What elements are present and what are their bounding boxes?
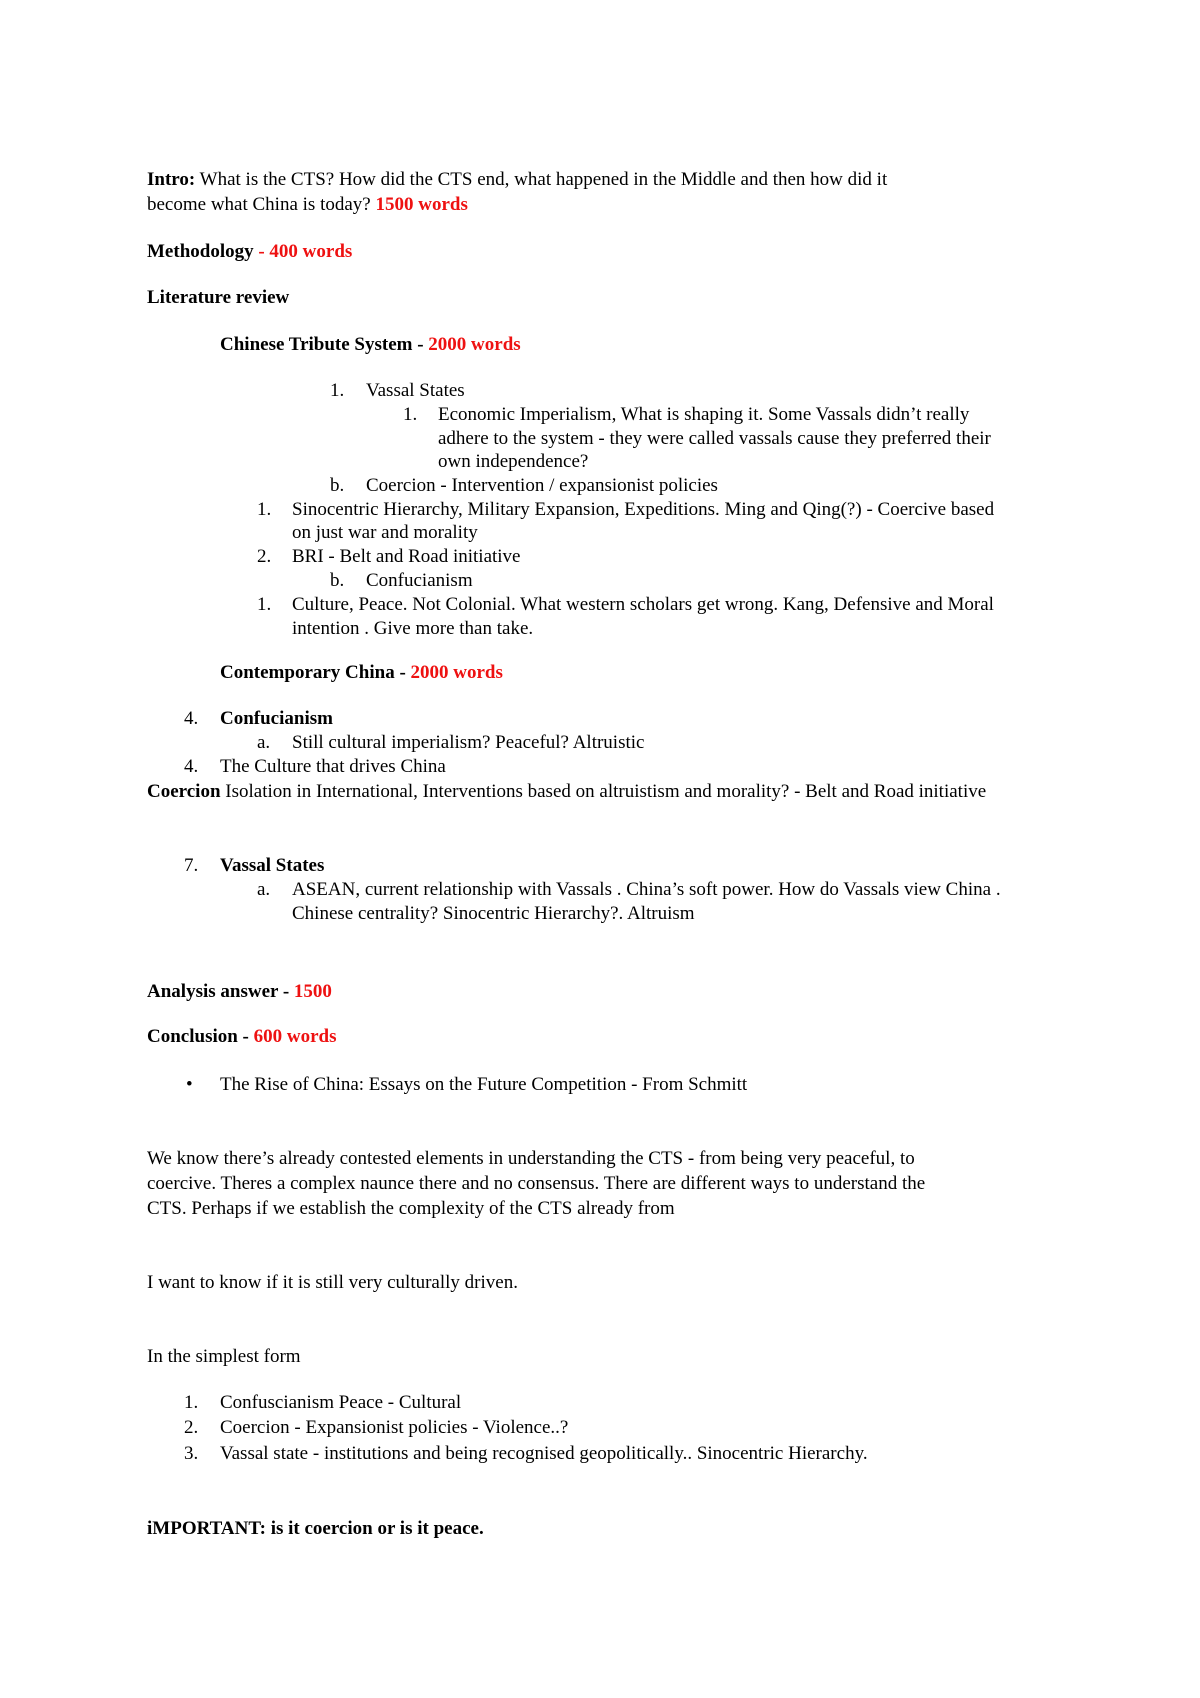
analysis-word-count: 1500 [293,981,332,1002]
list-marker: a. [257,732,271,753]
contemporary-word-count: 2000 words [410,662,503,683]
methodology-word-count: - 400 words [258,241,353,262]
list-item-economic-imperialism: Economic Imperialism, What is shaping it. Some Vassals didn’t really [438,404,970,425]
list-marker: b. [330,475,345,496]
coercion-line [147,780,986,804]
list-item-continuation: on just war and morality [292,522,478,543]
list-marker: 1. [403,404,418,425]
cts-heading [220,333,521,357]
list-item-continuation: own independence? [438,451,589,472]
confucianism-heading: Confucianism [220,708,333,729]
intro-word-count: 1500 words [375,194,468,215]
cts-word-count: 2000 words [428,334,521,355]
list-marker: 3. [184,1443,199,1464]
intro-label: Intro: [147,169,196,190]
list-marker: 2. [257,546,272,567]
conclusion-label: Conclusion - [147,1026,249,1047]
important-note: iMPORTANT: is it coercion or is it peace. [147,1518,484,1539]
conclusion-heading [147,1025,337,1049]
list-marker: 4. [184,708,199,729]
list-marker: 7. [184,855,199,876]
bullet-item-rise-of-china: The Rise of China: Essays on the Future Competition - From Schmitt [220,1074,748,1095]
bullet-icon: • [186,1074,193,1095]
list-item-continuation: Chinese centrality? Sinocentric Hierarchy?. Altruism [292,903,695,924]
list-item-sinocentric-hierarchy: Sinocentric Hierarchy, Military Expansion, Expeditions. Ming and Qing(?) - Coercive based [292,499,995,520]
list-item-culture-peace: Culture, Peace. Not Colonial. What western scholars get wrong. Kang, Defensive and Moral [292,594,994,615]
list-item-confuscianism-peace: Confuscianism Peace - Cultural [220,1392,462,1413]
contemporary-heading [220,661,503,685]
paragraph-simplest-form: In the simplest form [147,1346,301,1367]
contemporary-heading-label: Contemporary China - [220,662,406,683]
coercion-label: Coercion [147,781,221,802]
list-marker: 1. [184,1392,199,1413]
conclusion-word-count: 600 words [253,1026,337,1047]
paragraph-culturally-driven: I want to know if it is still very culturally driven. [147,1272,518,1293]
list-item-continuation: adhere to the system - they were called vassals cause they preferred their [438,428,991,449]
list-item-culture-drives-china: The Culture that drives China [220,756,446,777]
list-item-confucianism: Confucianism [366,570,473,591]
vassal-states-heading: Vassal States [220,855,325,876]
list-item-coercion: Coercion - Intervention / expansionist policies [366,475,718,496]
list-marker: 2. [184,1417,199,1438]
list-item-vassal-state: Vassal state - institutions and being recognised geopolitically.. Sinocentric Hierarchy. [220,1443,868,1464]
coercion-text: Isolation in International, Interventions based on altruistism and morality? - Belt and Road initiative [225,781,987,802]
list-marker: a. [257,879,271,900]
list-item-vassal-states: Vassal States [366,380,465,401]
methodology-heading [147,240,352,264]
list-marker: 4. [184,756,199,777]
list-item-coercion-expansionist: Coercion - Expansionist policies - Violence..? [220,1417,569,1438]
list-item-bri: BRI - Belt and Road initiative [292,546,521,567]
list-item-continuation: intention . Give more than take. [292,618,534,639]
intro-text: What is the CTS? How did the CTS end, what happened in the Middle and then how did it [199,169,888,190]
methodology-label: Methodology [147,241,254,262]
list-marker: 1. [257,594,272,615]
list-marker: b. [330,570,345,591]
intro-text-2: become what China is today? [147,194,371,215]
analysis-heading [147,980,332,1004]
paragraph-line: We know there’s already contested elements in understanding the CTS - from being very peaceful, to [147,1148,915,1169]
paragraph-line: CTS. Perhaps if we establish the complexity of the CTS already from [147,1198,675,1219]
list-marker: 1. [257,499,272,520]
list-item-asean: ASEAN, current relationship with Vassals . China’s soft power. How do Vassals view China . [292,879,1001,900]
literature-review-heading: Literature review [147,287,290,308]
intro-line-1 [147,168,887,192]
intro-line-2 [147,193,468,217]
analysis-label: Analysis answer - [147,981,290,1002]
list-marker: 1. [330,380,345,401]
list-item-cultural-imperialism: Still cultural imperialism? Peaceful? Altruistic [292,732,645,753]
cts-heading-label: Chinese Tribute System - [220,334,424,355]
paragraph-line: coercive. Theres a complex naunce there and no consensus. There are different ways to understand the [147,1173,926,1194]
